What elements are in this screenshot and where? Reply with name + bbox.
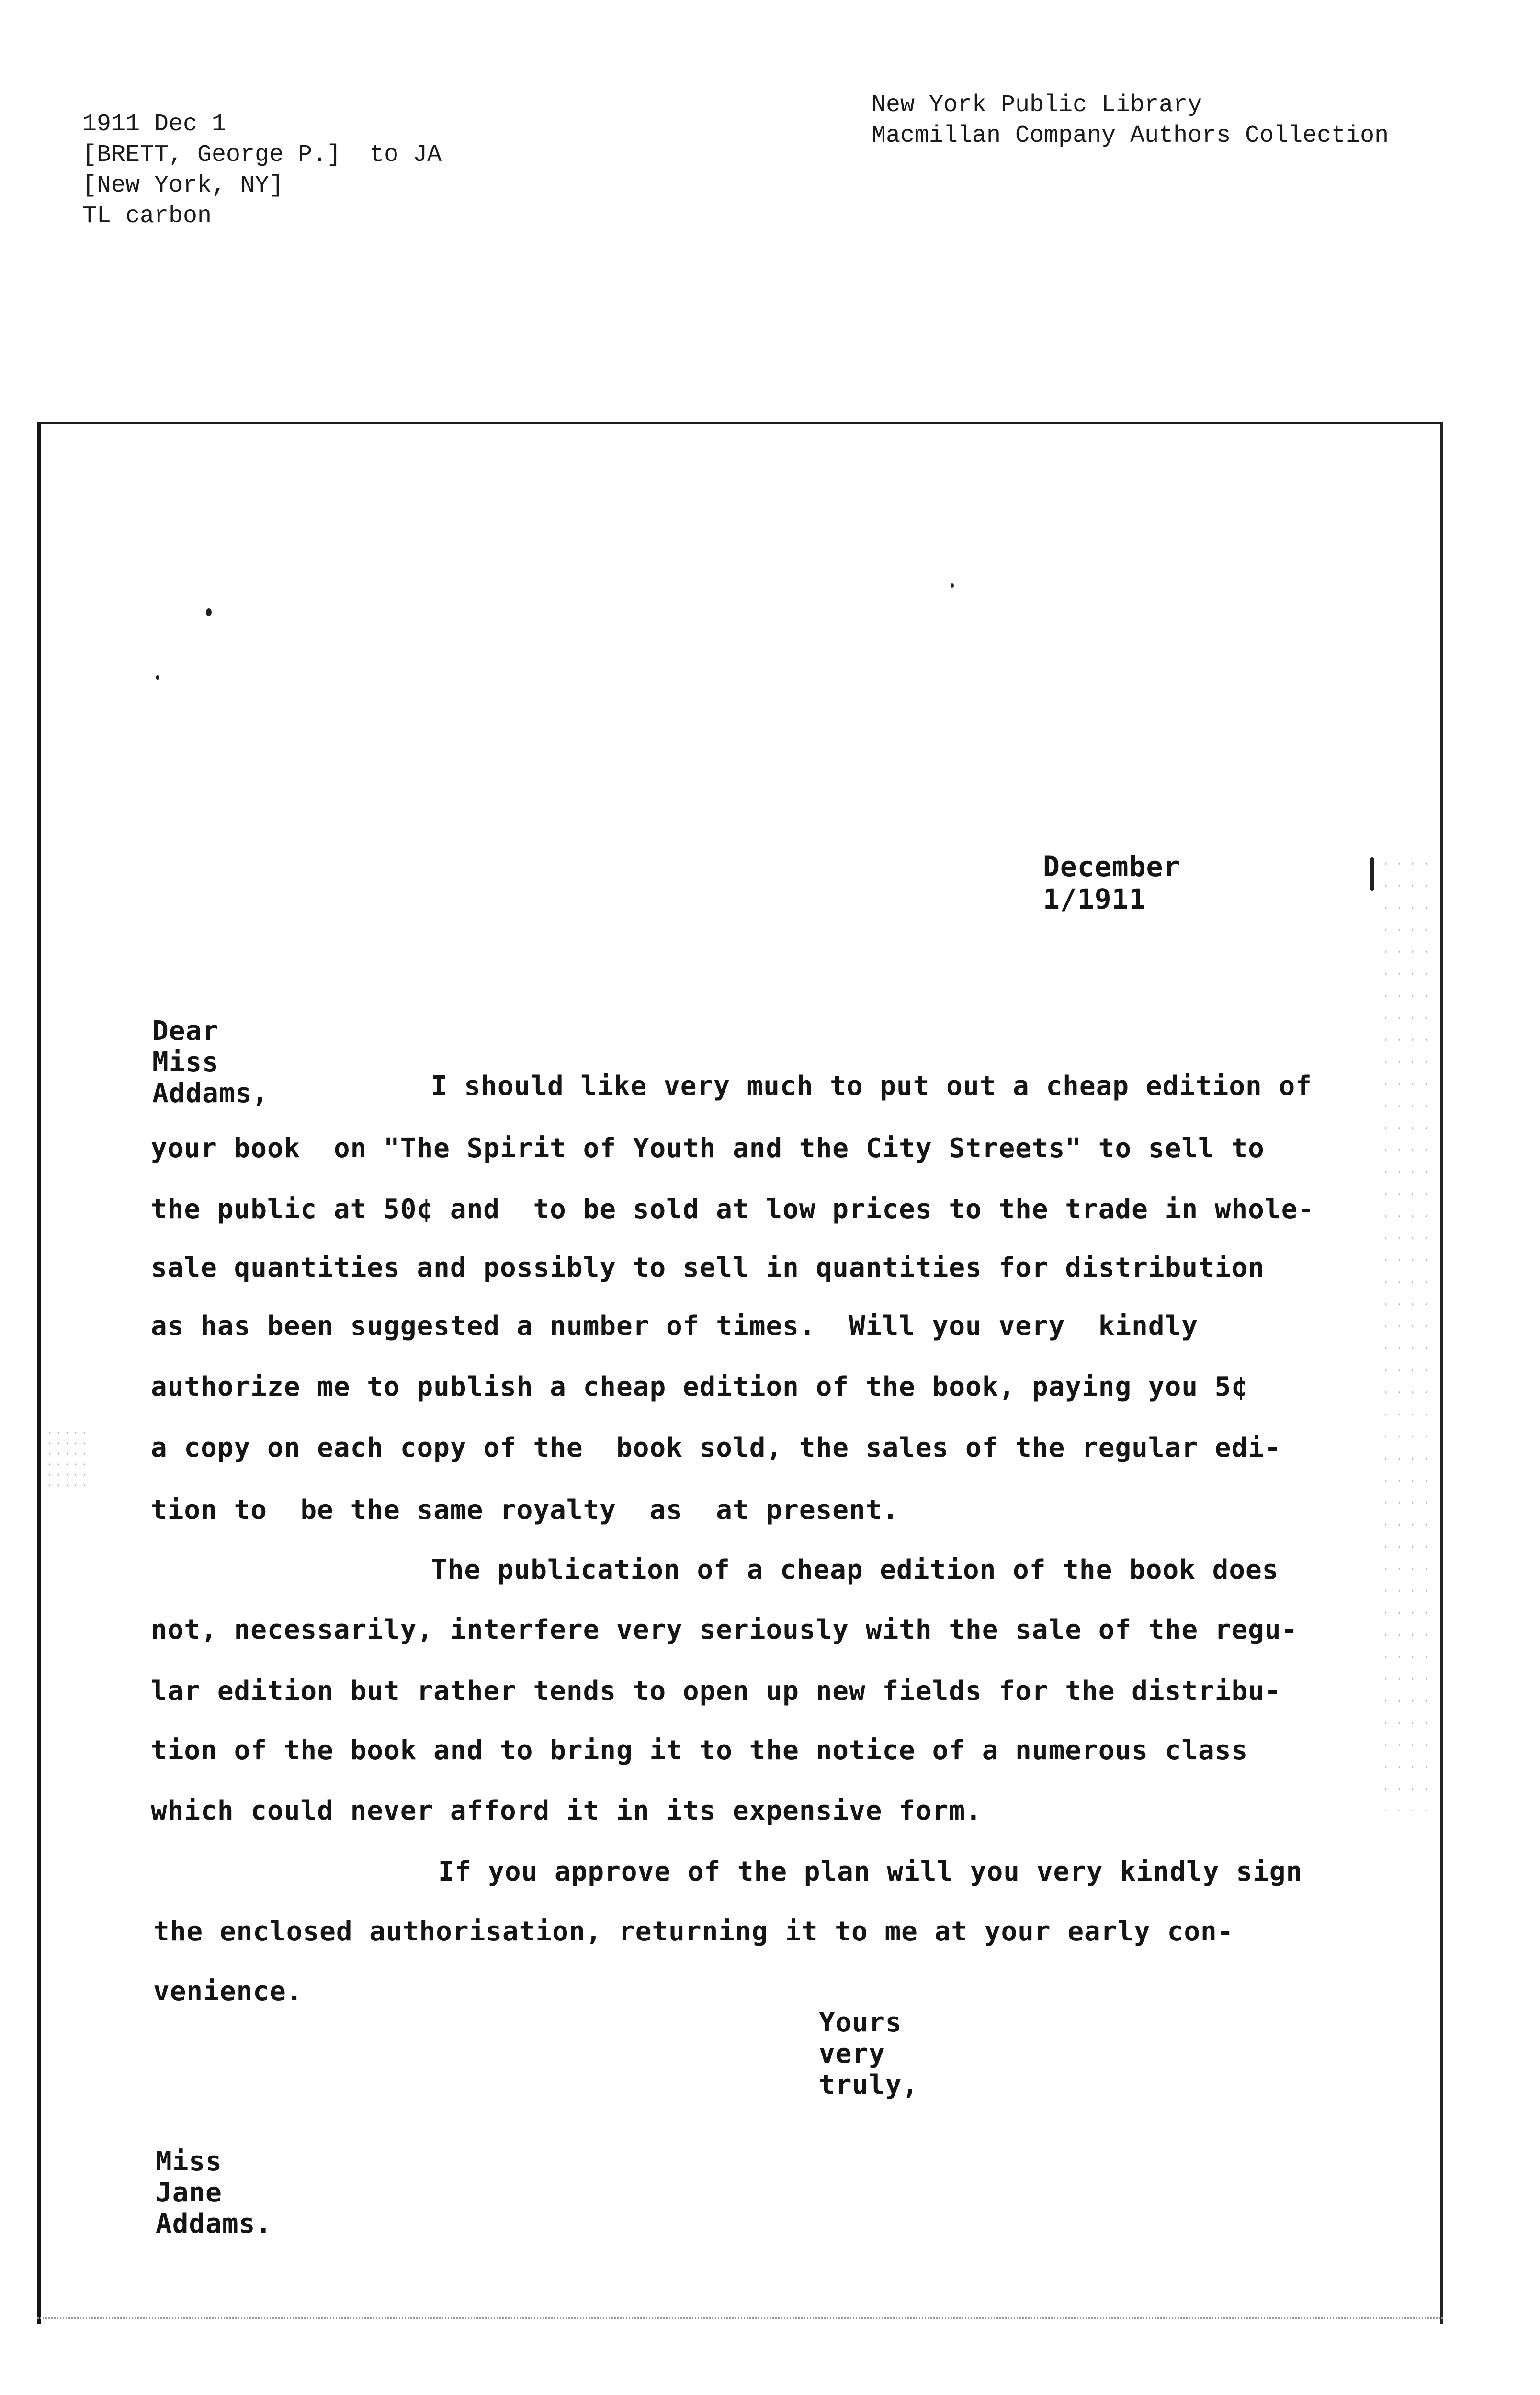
paragraph-2-line: The publication of a cheap edition of the book does (431, 1554, 1279, 1585)
collection-note (872, 90, 1389, 151)
catalog-correspondents: [BRETT, George P.] to JA (82, 141, 442, 169)
paragraph-2-line: lar edition but rather tends to open up new fields for the distribu- (151, 1676, 1281, 1707)
ink-speck (951, 583, 954, 588)
ink-speck (206, 608, 212, 616)
catalog-date: 1911 Dec 1 (82, 111, 226, 138)
paragraph-1-line: the public at 50¢ and to be sold at low prices to the trade in whole- (151, 1194, 1315, 1225)
paragraph-1-line: authorize me to publish a cheap edition of the book, paying you 5¢ (151, 1371, 1248, 1403)
letter-addressee: Miss Jane Addams. (156, 2146, 272, 2239)
paragraph-2-line: not, necessarily, interfere very seriously with the sale of the regu- (151, 1614, 1298, 1645)
letter-sheet-bottom-edge (37, 2317, 1443, 2319)
catalog-note (82, 109, 442, 232)
paragraph-1-line: as has been suggested a number of times. Will you very kindly (151, 1311, 1199, 1342)
letter-date: December 1/1911 (1043, 850, 1181, 915)
letter-salutation: Dear Miss Addams, (152, 1015, 269, 1109)
paragraph-1-line: tion to be the same royalty as at present. (151, 1494, 899, 1526)
catalog-type: TL carbon (82, 203, 212, 230)
collection-name: Macmillan Company Authors Collection (872, 122, 1389, 149)
scan-noise-left (45, 1427, 89, 1494)
paragraph-3-line: If you approve of the plan will you very kindly sign (438, 1856, 1303, 1887)
paragraph-1-line: I should like very much to put out a cheap edition of (431, 1071, 1312, 1102)
ink-speck (156, 675, 159, 680)
paragraph-2-line: tion of the book and to bring it to the notice of a numerous class (151, 1735, 1248, 1766)
collection-library: New York Public Library (872, 91, 1202, 119)
paragraph-2-line: which could never afford it in its expensive form. (151, 1795, 982, 1826)
catalog-place: [New York, NY] (82, 172, 284, 199)
paragraph-3-line: venience. (153, 1976, 303, 2007)
scan-noise-right (1379, 853, 1437, 1811)
paragraph-3-line: the enclosed authorisation, returning it to me at your early con- (153, 1916, 1234, 1947)
paragraph-1-line: a copy on each copy of the book sold, the sales of the regular edi- (151, 1432, 1281, 1463)
paragraph-1-line: your book on "The Spirit of Youth and the City Streets" to sell to (151, 1133, 1265, 1164)
letter-closing: Yours very truly, (819, 2007, 919, 2100)
paragraph-1-line: sale quantities and possibly to sell in quantities for distribution (151, 1252, 1265, 1283)
ink-speck (1370, 857, 1374, 891)
